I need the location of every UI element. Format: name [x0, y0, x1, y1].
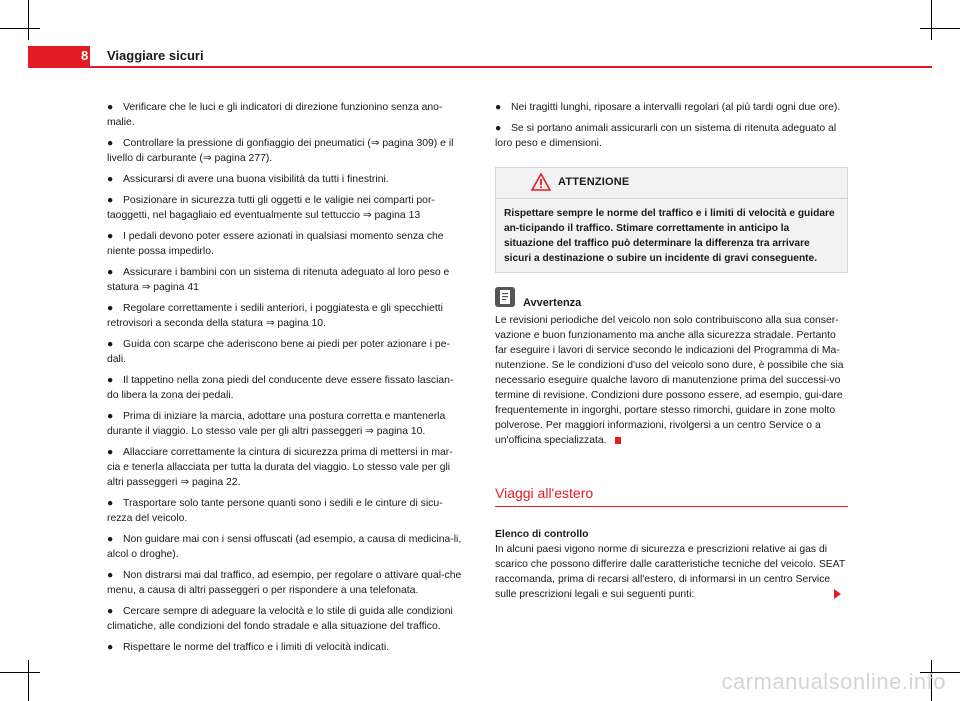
crop-mark — [0, 672, 40, 673]
bullet-text: Allacciare correttamente la cintura di sicurezza prima di mettersi in mar-cia e tenerla allacciata per tutta la durata del viaggio. Lo stesso vale per gli altri passeggeri ⇒ pagina 22. — [107, 447, 453, 488]
bullet-icon: ● — [107, 606, 114, 617]
bullet-text: Il tappetino nella zona piedi del conducente deve essere fissato lascian-do libera la zona dei pedali. — [107, 375, 454, 401]
bullet-text: Guida con scarpe che aderiscono bene ai piedi per poter azionare i pe-dali. — [107, 339, 450, 365]
bullet-text: Posizionare in sicurezza tutti gli oggetti e le valigie nei comparti por-taoggetti, nel bagagliaio ed eventualmente sul tettuccio ⇒ pagina 13 — [107, 195, 435, 221]
page-number: 8 — [81, 48, 89, 63]
bullet-text: Controllare la pressione di gonfiaggio dei pneumatici (⇒ pagina 309) e il livello di carburante (⇒ pagina 277). — [107, 138, 454, 164]
checklist-item — [107, 193, 462, 223]
bullet-icon: ● — [107, 447, 114, 458]
page-number-tab — [28, 46, 90, 66]
bullet-icon: ● — [107, 102, 114, 113]
crop-mark — [920, 28, 960, 29]
section-subhead: Elenco di controllo — [495, 529, 589, 540]
bullet-icon: ● — [107, 375, 114, 386]
note-text-body: Le revisioni periodiche del veicolo non solo contribuiscono alla sua conser-vazione e buon funzionamento ma anche alla sicurezza stradale. Pertanto far eseguire i lavori di service secondo le indicazioni del Programma di Ma-nutenzione. Se le condizioni d'uso del veicolo sono dure, è possibile che sia necessario eseguire qualche lavoro di manutenzione prima del successi-vo termine di revisione. Condizioni dure possono essere, ad esempio, gui-dare frequentemente in ingorghi, portare stesso rimorchi, guidare in zone molto polverose. Per maggiori informazioni, rivolgersi a un centro Service o a un'officina specializzata. — [495, 315, 844, 446]
checklist-item — [495, 100, 848, 115]
bullet-icon: ● — [107, 411, 114, 422]
crop-mark — [28, 660, 29, 701]
bullet-text: Nei tragitti lunghi, riposare a intervalli regolari (al più tardi ogni due ore). — [511, 102, 841, 113]
bullet-icon: ● — [107, 231, 114, 242]
checklist-item — [107, 100, 462, 130]
checklist-item — [107, 301, 462, 331]
bullet-text: I pedali devono poter essere azionati in qualsiasi momento senza che niente possa impedirlo. — [107, 231, 444, 257]
crop-mark — [0, 28, 40, 29]
warning-box — [495, 167, 848, 273]
bullet-text: Assicurare i bambini con un sistema di ritenuta adeguato al loro peso e statura ⇒ pagina 41 — [107, 267, 450, 293]
bullet-icon: ● — [107, 642, 114, 653]
bullet-text: Non guidare mai con i sensi offuscati (ad esempio, a causa di medicina-li, alcol o droghe). — [107, 534, 462, 560]
bullet-icon: ● — [107, 570, 114, 581]
checklist-item — [107, 265, 462, 295]
warning-title: ATTENZIONE — [558, 176, 630, 188]
right-column — [495, 100, 848, 602]
section-title: Viaggi all'estero — [495, 486, 848, 507]
warning-header — [496, 168, 847, 199]
bullet-icon: ● — [107, 195, 114, 206]
bullet-text: Prima di iniziare la marcia, adottare una postura corretta e mantenerla durante il viaggio. Lo stesso vale per gli altri passeggeri ⇒ pagina 10. — [107, 411, 446, 437]
bullet-text: Cercare sempre di adeguare la velocità e lo stile di guida alle condizioni climatiche, alle condizioni del fondo stradale e alla situazione del traffico. — [107, 606, 453, 632]
continue-arrow-icon — [834, 589, 841, 599]
warning-text: Rispettare sempre le norme del traffico e i limiti di velocità e guidare an-ticipando il traffico. Stimare correttamente in anticipo la situazione del traffico può determinare la differenza tra arrivare sicuri a destinazione o subire un incidente di gravi conseguente. — [504, 208, 835, 264]
bullet-text: Trasportare solo tante persone quanti sono i sedili e le cinture di sicu-rezza del veicolo. — [107, 498, 443, 524]
bullet-text: Regolare correttamente i sedili anteriori, i poggiatesta e gli specchietti retrovisori a seconda della statura ⇒ pagina 10. — [107, 303, 443, 329]
bullet-icon: ● — [107, 138, 114, 149]
bullet-icon: ● — [495, 123, 502, 134]
checklist-item — [107, 409, 462, 439]
checklist-item — [107, 445, 462, 490]
checklist-item — [107, 604, 462, 634]
checklist-item — [107, 568, 462, 598]
checklist-item — [107, 373, 462, 403]
bullet-icon: ● — [107, 303, 114, 314]
checklist-item — [107, 172, 462, 187]
checklist-item — [107, 136, 462, 166]
bullet-icon: ● — [107, 534, 114, 545]
bullet-icon: ● — [107, 267, 114, 278]
bullet-icon: ● — [107, 498, 114, 509]
note-icon — [495, 287, 515, 307]
note-title: Avvertenza — [523, 297, 582, 309]
bullet-text: Rispettare le norme del traffico e i limiti di velocità indicati. — [123, 642, 390, 653]
section-text-body: In alcuni paesi vigono norme di sicurezza e prescrizioni relative ai gas di scarico che possono differire dalle caratteristiche tecniche del veicolo. SEAT raccomanda, prima di recarsi all'estero, di informarsi in un centro Service sulle prescrizioni legali e sui seguenti punti: — [495, 544, 845, 600]
checklist-item — [107, 640, 462, 655]
checklist-item — [107, 496, 462, 526]
checklist-item — [107, 337, 462, 367]
bullet-text: Verificare che le luci e gli indicatori di direzione funzionino senza ano-malie. — [107, 102, 443, 128]
crop-mark — [931, 0, 932, 40]
checklist-item — [107, 532, 462, 562]
note-header — [495, 287, 848, 313]
bullet-icon: ● — [495, 102, 502, 113]
watermark: carmanualsonline.info — [721, 669, 946, 694]
chapter-title: Viaggiare sicuri — [107, 48, 204, 63]
checklist-item — [107, 229, 462, 259]
warning-triangle-icon — [531, 173, 551, 191]
section-end-icon — [615, 437, 621, 444]
note-text — [495, 313, 848, 448]
header-rule — [28, 66, 932, 68]
checklist-item — [495, 121, 848, 151]
bullet-icon: ● — [107, 174, 114, 185]
left-column — [107, 100, 462, 661]
bullet-text: Non distrarsi mai dal traffico, ad esempio, per regolare o attivare qual-che menu, a causa di altri passeggeri o per rispondere a una telefonata. — [107, 570, 462, 596]
right-bullet-list — [495, 100, 848, 151]
bullet-text: Assicurarsi di avere una buona visibilità da tutti i finestrini. — [123, 174, 389, 185]
crop-mark — [28, 0, 29, 40]
section-text — [495, 542, 848, 602]
bullet-icon: ● — [107, 339, 114, 350]
bullet-text: Se si portano animali assicurarli con un sistema di ritenuta adeguato al loro peso e dimensioni. — [495, 123, 837, 149]
